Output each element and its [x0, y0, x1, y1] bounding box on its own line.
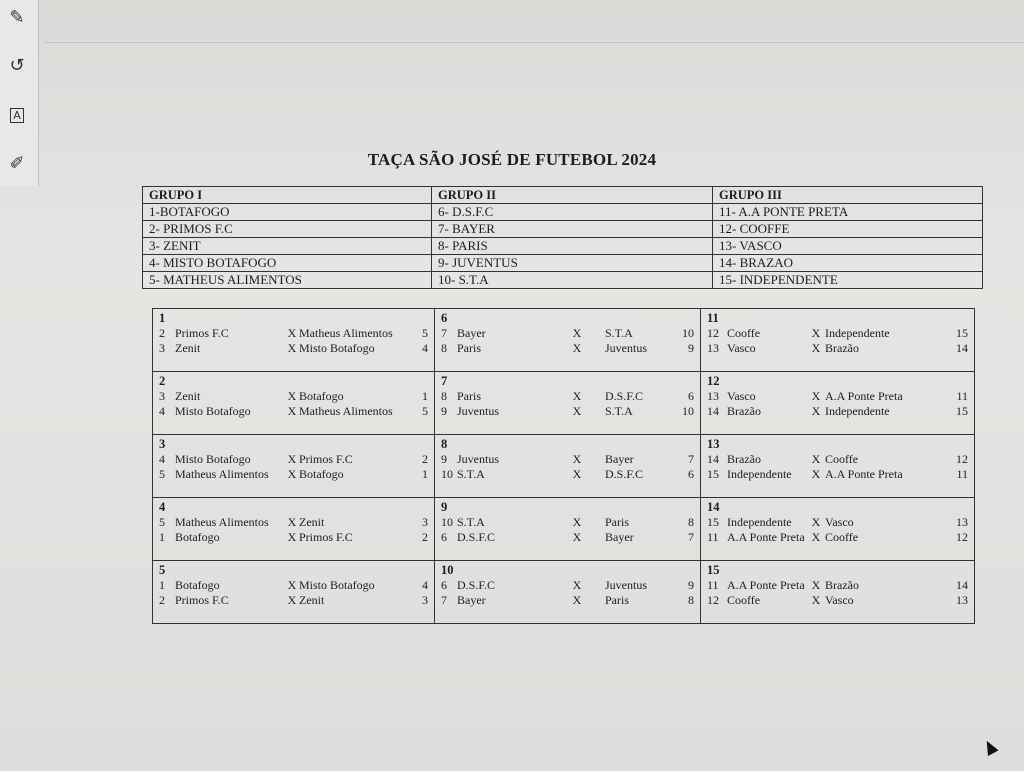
away-team-number: 6 [688, 467, 694, 481]
away-team-name: Vasco [825, 515, 854, 529]
away-team-name: Bayer [605, 530, 634, 544]
group-team-cell: 15- INDEPENDENTE [713, 272, 983, 289]
away-team-number: 11 [956, 467, 968, 481]
away-team-name: Independente [825, 326, 890, 340]
home-team-name: Independente [727, 467, 792, 481]
away-team-number: 2 [422, 452, 428, 466]
home-team-number: 14 [707, 404, 719, 418]
round-cell [435, 309, 701, 372]
away-team-name: Paris [605, 593, 629, 607]
group-team-cell: 13- VASCO [713, 238, 983, 255]
home-team-name: Juventus [457, 404, 499, 418]
away-team-number: 1 [422, 467, 428, 481]
lasso-tool-icon[interactable]: ↺ [9, 54, 25, 76]
away-team-number: 12 [956, 530, 968, 544]
home-team-name: Matheus Alimentos [175, 467, 269, 481]
home-team-number: 1 [159, 578, 165, 592]
home-team-number: 3 [159, 389, 165, 403]
home-team-name: S.T.A [457, 515, 485, 529]
home-team-number: 13 [707, 341, 719, 355]
away-team-number: 3 [422, 515, 428, 529]
mouse-cursor-icon [981, 738, 998, 756]
fixtures-row [153, 561, 975, 624]
round-cell [701, 435, 975, 498]
away-team-number: 4 [422, 578, 428, 592]
round-cell [435, 561, 701, 624]
away-team-number: 9 [688, 578, 694, 592]
away-team-name: Primos F.C [299, 452, 353, 466]
home-team-name: Primos F.C [175, 326, 229, 340]
match-line [707, 578, 968, 593]
versus-mark: X [572, 530, 582, 544]
round-number: 7 [441, 374, 448, 388]
group-team-cell: 2- PRIMOS F.C [143, 221, 432, 238]
away-team-name: Botafogo [299, 467, 344, 481]
match-line [707, 389, 968, 404]
away-team-number: 14 [956, 341, 968, 355]
away-team-name: Matheus Alimentos [299, 404, 393, 418]
home-team-name: Botafogo [175, 530, 220, 544]
away-team-number: 1 [422, 389, 428, 403]
fixtures-table [152, 308, 975, 624]
home-team-number: 6 [441, 578, 447, 592]
versus-mark: X [287, 326, 297, 340]
fixtures-row [153, 372, 975, 435]
away-team-number: 13 [956, 593, 968, 607]
away-team-name: D.S.F.C [605, 389, 644, 403]
away-team-number: 11 [956, 389, 968, 403]
away-team-number: 6 [688, 389, 694, 403]
round-number: 13 [707, 437, 720, 451]
group-row [143, 221, 983, 238]
versus-mark: X [572, 467, 582, 481]
text-tool-icon[interactable]: A [2, 100, 32, 130]
away-team-number: 7 [688, 530, 694, 544]
home-team-name: Cooffe [727, 326, 761, 340]
match-line [707, 404, 968, 419]
round-cell [153, 498, 435, 561]
away-team-number: 8 [688, 593, 694, 607]
match-line [441, 404, 694, 419]
match-line [707, 326, 968, 341]
group-row [143, 255, 983, 272]
home-team-name: D.S.F.C [457, 578, 496, 592]
home-team-name: Juventus [457, 452, 499, 466]
home-team-number: 7 [441, 326, 447, 340]
match-line [441, 326, 694, 341]
home-team-name: Vasco [727, 341, 756, 355]
match-line [707, 452, 968, 467]
round-cell [153, 435, 435, 498]
versus-mark: X [287, 452, 297, 466]
home-team-number: 9 [441, 452, 447, 466]
round-cell [435, 498, 701, 561]
away-team-number: 5 [422, 326, 428, 340]
highlighter-tool-icon[interactable]: ✐ [9, 152, 25, 174]
home-team-number: 15 [707, 467, 719, 481]
away-team-name: Independente [825, 404, 890, 418]
group-row [143, 272, 983, 289]
away-team-number: 10 [682, 404, 694, 418]
home-team-number: 5 [159, 515, 165, 529]
group-team-cell: 12- COOFFE [713, 221, 983, 238]
away-team-number: 7 [688, 452, 694, 466]
match-line [159, 326, 428, 341]
versus-mark: X [287, 578, 297, 592]
page-divider [45, 42, 1024, 43]
round-cell [153, 561, 435, 624]
group-team-cell: 9- JUVENTUS [432, 255, 713, 272]
versus-mark: X [572, 389, 582, 403]
versus-mark: X [572, 452, 582, 466]
group-row [143, 204, 983, 221]
group-row [143, 238, 983, 255]
round-cell [701, 309, 975, 372]
versus-mark: X [572, 404, 582, 418]
match-line [707, 530, 968, 545]
away-team-name: Cooffe [825, 530, 859, 544]
away-team-name: Zenit [299, 593, 325, 607]
away-team-name: Bayer [605, 452, 634, 466]
round-number: 4 [159, 500, 166, 514]
match-line [159, 530, 428, 545]
group-team-cell: 6- D.S.F.C [432, 204, 713, 221]
home-team-name: Bayer [457, 593, 486, 607]
round-number: 2 [159, 374, 166, 388]
away-team-name: Misto Botafogo [299, 578, 375, 592]
match-line [159, 404, 428, 419]
away-team-number: 9 [688, 341, 694, 355]
away-team-number: 15 [956, 404, 968, 418]
home-team-name: Bayer [457, 326, 486, 340]
round-cell [701, 498, 975, 561]
group-header: GRUPO III [713, 187, 983, 204]
pen-tool-icon[interactable]: ✎ [9, 6, 25, 28]
versus-mark: X [287, 467, 297, 481]
away-team-name: Misto Botafogo [299, 341, 375, 355]
round-cell [701, 372, 975, 435]
versus-mark: X [572, 515, 582, 529]
home-team-name: D.S.F.C [457, 530, 496, 544]
round-number: 15 [707, 563, 720, 577]
home-team-number: 2 [159, 593, 165, 607]
home-team-number: 14 [707, 452, 719, 466]
home-team-number: 2 [159, 326, 165, 340]
match-line [159, 578, 428, 593]
home-team-number: 12 [707, 326, 719, 340]
home-team-number: 7 [441, 593, 447, 607]
home-team-number: 1 [159, 530, 165, 544]
versus-mark: X [811, 467, 821, 481]
versus-mark: X [811, 578, 821, 592]
group-team-cell: 10- S.T.A [432, 272, 713, 289]
round-number: 11 [707, 311, 719, 325]
home-team-number: 10 [441, 467, 453, 481]
match-line [707, 341, 968, 356]
away-team-number: 2 [422, 530, 428, 544]
fixtures-row [153, 309, 975, 372]
round-cell [153, 309, 435, 372]
home-team-number: 11 [707, 530, 719, 544]
home-team-name: A.A Ponte Preta [727, 530, 805, 544]
round-number: 12 [707, 374, 720, 388]
home-team-number: 11 [707, 578, 719, 592]
away-team-number: 15 [956, 326, 968, 340]
versus-mark: X [811, 389, 821, 403]
away-team-name: Juventus [605, 578, 647, 592]
versus-mark: X [572, 578, 582, 592]
home-team-name: Paris [457, 389, 481, 403]
match-line [441, 467, 694, 482]
versus-mark: X [811, 452, 821, 466]
round-cell [435, 372, 701, 435]
fixtures-row [153, 498, 975, 561]
away-team-name: A.A Ponte Preta [825, 389, 903, 403]
group-team-cell: 1-BOTAFOGO [143, 204, 432, 221]
versus-mark: X [811, 530, 821, 544]
versus-mark: X [287, 341, 297, 355]
match-line [441, 515, 694, 530]
versus-mark: X [287, 515, 297, 529]
away-team-number: 10 [682, 326, 694, 340]
match-line [441, 593, 694, 608]
versus-mark: X [811, 341, 821, 355]
group-team-cell: 8- PARIS [432, 238, 713, 255]
home-team-number: 4 [159, 452, 165, 466]
match-line [159, 452, 428, 467]
home-team-name: S.T.A [457, 467, 485, 481]
home-team-number: 3 [159, 341, 165, 355]
round-number: 1 [159, 311, 166, 325]
round-cell [701, 561, 975, 624]
home-team-number: 5 [159, 467, 165, 481]
away-team-name: Cooffe [825, 452, 859, 466]
away-team-name: Zenit [299, 515, 325, 529]
group-header: GRUPO II [432, 187, 713, 204]
away-team-number: 3 [422, 593, 428, 607]
home-team-name: Cooffe [727, 593, 761, 607]
round-number: 6 [441, 311, 448, 325]
versus-mark: X [811, 515, 821, 529]
home-team-number: 6 [441, 530, 447, 544]
away-team-number: 4 [422, 341, 428, 355]
match-line [441, 452, 694, 467]
match-line [159, 389, 428, 404]
home-team-name: Primos F.C [175, 593, 229, 607]
versus-mark: X [811, 404, 821, 418]
away-team-number: 12 [956, 452, 968, 466]
home-team-number: 10 [441, 515, 453, 529]
match-line [441, 530, 694, 545]
home-team-name: Matheus Alimentos [175, 515, 269, 529]
home-team-number: 15 [707, 515, 719, 529]
groups-header-row [143, 187, 983, 204]
away-team-number: 13 [956, 515, 968, 529]
home-team-number: 13 [707, 389, 719, 403]
away-team-name: Vasco [825, 593, 854, 607]
group-team-cell: 11- A.A PONTE PRETA [713, 204, 983, 221]
match-line [159, 467, 428, 482]
match-line [707, 515, 968, 530]
versus-mark: X [572, 326, 582, 340]
away-team-name: Primos F.C [299, 530, 353, 544]
home-team-name: Brazão [727, 404, 761, 418]
away-team-number: 14 [956, 578, 968, 592]
home-team-number: 8 [441, 389, 447, 403]
away-team-name: Botafogo [299, 389, 344, 403]
round-number: 10 [441, 563, 454, 577]
away-team-name: S.T.A [605, 326, 633, 340]
match-line [441, 341, 694, 356]
home-team-name: Zenit [175, 341, 201, 355]
away-team-name: S.T.A [605, 404, 633, 418]
home-team-number: 9 [441, 404, 447, 418]
match-line [159, 593, 428, 608]
match-line [707, 593, 968, 608]
match-line [159, 515, 428, 530]
round-cell [435, 435, 701, 498]
group-team-cell: 14- BRAZAO [713, 255, 983, 272]
away-team-name: Matheus Alimentos [299, 326, 393, 340]
group-header: GRUPO I [143, 187, 432, 204]
match-line [159, 341, 428, 356]
versus-mark: X [287, 389, 297, 403]
round-number: 8 [441, 437, 448, 451]
versus-mark: X [287, 530, 297, 544]
versus-mark: X [811, 593, 821, 607]
home-team-name: Zenit [175, 389, 201, 403]
versus-mark: X [287, 593, 297, 607]
versus-mark: X [572, 341, 582, 355]
group-team-cell: 3- ZENIT [143, 238, 432, 255]
home-team-number: 12 [707, 593, 719, 607]
away-team-number: 8 [688, 515, 694, 529]
fixtures-row [153, 435, 975, 498]
home-team-name: Paris [457, 341, 481, 355]
round-number: 14 [707, 500, 720, 514]
home-team-name: Misto Botafogo [175, 404, 251, 418]
home-team-name: Independente [727, 515, 792, 529]
round-number: 5 [159, 563, 166, 577]
round-number: 9 [441, 500, 448, 514]
groups-table [142, 186, 983, 289]
away-team-number: 5 [422, 404, 428, 418]
home-team-number: 8 [441, 341, 447, 355]
document-title: TAÇA SÃO JOSÉ DE FUTEBOL 2024 [367, 150, 657, 169]
away-team-name: Paris [605, 515, 629, 529]
home-team-name: Vasco [727, 389, 756, 403]
away-team-name: Juventus [605, 341, 647, 355]
away-team-name: A.A Ponte Preta [825, 467, 903, 481]
versus-mark: X [287, 404, 297, 418]
versus-mark: X [811, 326, 821, 340]
match-line [441, 578, 694, 593]
home-team-name: Misto Botafogo [175, 452, 251, 466]
match-line [441, 389, 694, 404]
home-team-number: 4 [159, 404, 165, 418]
round-number: 3 [159, 437, 166, 451]
round-cell [153, 372, 435, 435]
away-team-name: Brazão [825, 578, 859, 592]
group-team-cell: 5- MATHEUS ALIMENTOS [143, 272, 432, 289]
match-line [707, 467, 968, 482]
versus-mark: X [572, 593, 582, 607]
away-team-name: D.S.F.C [605, 467, 644, 481]
group-team-cell: 7- BAYER [432, 221, 713, 238]
group-team-cell: 4- MISTO BOTAFOGO [143, 255, 432, 272]
away-team-name: Brazão [825, 341, 859, 355]
home-team-name: Botafogo [175, 578, 220, 592]
home-team-name: A.A Ponte Preta [727, 578, 805, 592]
home-team-name: Brazão [727, 452, 761, 466]
